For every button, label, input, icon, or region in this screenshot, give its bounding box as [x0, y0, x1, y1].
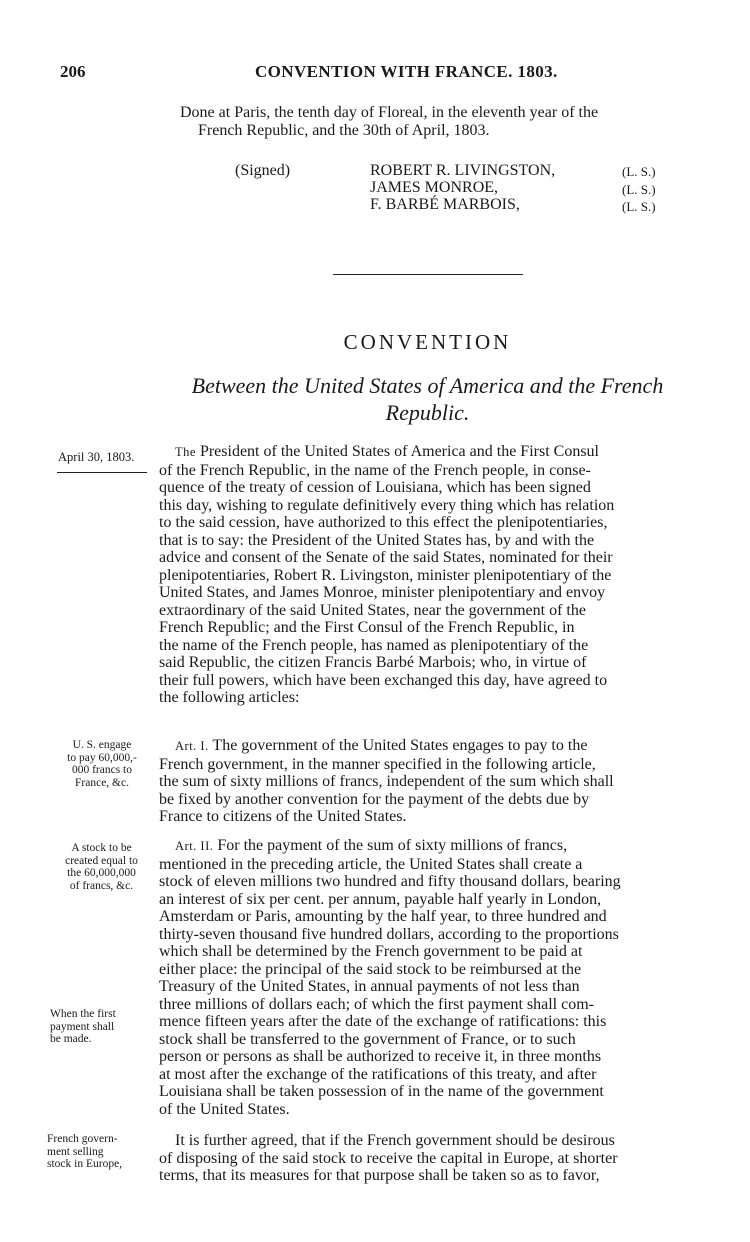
text-line: stock of eleven millions two hundred and fifty thousand dollars, bearing — [159, 873, 621, 890]
margin-note-line: French govern- — [47, 1133, 118, 1145]
signatory-name: ROBERT R. LIVINGSTON, — [370, 162, 556, 179]
text-line: stock shall be transferred to the government of France, or to such — [159, 1030, 576, 1048]
text-line: mentioned in the preceding article, the United States shall create a — [159, 855, 583, 873]
signatory-name: F. BARBÉ MARBOIS, — [370, 196, 520, 213]
text-line: extraordinary of the said United States, near the government of the — [159, 601, 586, 619]
text-line: be fixed by another convention for the payment of the debts due by — [159, 790, 590, 808]
text-line: an interest of six per cent. per annum, payable half yearly in London, — [159, 890, 602, 908]
margin-note-line: the 60,000,000 — [67, 867, 136, 879]
section-divider — [333, 274, 523, 275]
text-line: either place: the principal of the said stock to be reimbursed at the — [159, 960, 582, 978]
dating-line-2: French Republic, and the 30th of April, 1803. — [198, 121, 490, 139]
text-line: The President of the United States of America and the First Consul — [175, 443, 599, 460]
text-line: this day, wishing to regulate definitively every thing which has relation — [159, 496, 615, 514]
text-line: terms, that its measures for that purpose shall be taken so as to favor, — [159, 1167, 600, 1184]
signatory-name: JAMES MONROE, — [370, 179, 499, 196]
text-line: of the French Republic, in the name of the French people, in conse- — [159, 461, 591, 479]
text-line: at most after the exchange of the ratifications of this treaty, and after — [159, 1065, 597, 1083]
seal-mark: (L. S.) — [622, 181, 656, 197]
running-title: CONVENTION WITH FRANCE. 1803. — [255, 62, 558, 81]
margin-note-engage — [57, 739, 147, 789]
margin-note-line: of francs, &c. — [69, 879, 134, 892]
text-line: the sum of sixty millions of francs, independent of the sum which shall — [159, 773, 614, 790]
margin-date: April 30, 1803. — [58, 450, 135, 464]
article-1 — [159, 737, 694, 826]
margin-note-line: U. S. engage — [72, 739, 132, 751]
text-line: Louisiana shall be taken possession of in the name of the government — [159, 1083, 604, 1100]
margin-note-line: When the first — [50, 1008, 116, 1020]
signed-label: (Signed) — [235, 162, 291, 179]
text-line: three millions of dollars each; of which the first payment shall com- — [159, 995, 594, 1013]
text-line: It is further agreed, that if the French government should be desirous — [175, 1132, 615, 1149]
lead-word: The — [175, 445, 196, 459]
margin-note-stock — [55, 842, 148, 892]
subtitle-line-2: Republic. — [385, 400, 470, 425]
margin-note-line: A stock to be — [71, 842, 132, 854]
text-line: France to citizens of the United States. — [159, 808, 407, 825]
subtitle-line-1: Between the United States of America and the French — [191, 373, 664, 398]
article-2 — [159, 837, 694, 1118]
text-line: that is to say: the President of the United States has, by and with the — [159, 531, 595, 549]
convention-title: CONVENTION — [343, 330, 512, 354]
text-line: of the United States. — [159, 1100, 290, 1118]
margin-date-rule — [57, 472, 147, 473]
seal-marks — [622, 163, 656, 216]
running-header — [60, 62, 660, 86]
text-line: thirty-seven thousand five hundred dollars, according to the proportions — [159, 925, 619, 943]
margin-note-line: 000 francs to — [71, 764, 133, 776]
margin-note-first-payment — [50, 1008, 148, 1046]
dating-clause — [180, 104, 695, 139]
text-line: person or persons as shall be authorized to receive it, in three months — [159, 1048, 602, 1065]
text-line: said Republic, the citizen Francis Barbé Marbois; who, in virtue of — [159, 654, 587, 671]
article-2-continuation — [159, 1132, 694, 1185]
margin-note-line: stock in Europe, — [47, 1158, 123, 1170]
text-line: their full powers, which have been exchanged this day, have agreed to — [159, 671, 608, 689]
margin-note-selling-stock — [47, 1133, 147, 1171]
article-label: Art. I. — [175, 739, 209, 753]
margin-note-line: to pay 60,000,- — [67, 751, 137, 764]
article-label: Art. II. — [175, 839, 214, 853]
text-line: mence fifteen years after the date of the exchange of ratifications: this — [159, 1013, 607, 1030]
dating-line-1: Done at Paris, the tenth day of Floreal, in the eleventh year of the — [180, 104, 599, 121]
margin-note-line: created equal to — [65, 854, 138, 867]
text-line: advice and consent of the Senate of the said States, nominated for their — [159, 549, 613, 566]
margin-note-line: ment selling — [47, 1145, 104, 1158]
seal-mark: (L. S.) — [622, 164, 656, 179]
text-line: United States, and James Monroe, minister plenipotentiary and envoy — [159, 584, 606, 601]
convention-subtitle — [160, 372, 695, 426]
signatory-names — [370, 162, 555, 213]
margin-note-line: be made. — [50, 1033, 92, 1045]
text-line: quence of the treaty of cession of Louisiana, which has been signed — [159, 479, 591, 496]
text-line: of disposing of the said stock to receive the capital in Europe, at shorter — [159, 1149, 618, 1167]
text-line: plenipotentiaries, Robert R. Livingston, minister plenipotentiary of the — [159, 566, 612, 584]
text-line: which shall be determined by the French government to be paid at — [159, 943, 583, 960]
preamble-paragraph — [159, 443, 694, 707]
page-number: 206 — [60, 62, 86, 81]
text-line: French government, in the manner specified in the following article, — [159, 755, 596, 773]
text-line: Art. II. For the payment of the sum of sixty millions of francs, — [175, 837, 568, 854]
seal-mark: (L. S.) — [622, 199, 656, 214]
margin-note-line: payment shall — [50, 1020, 115, 1033]
margin-note-line: France, &c. — [75, 776, 129, 789]
text-line: to the said cession, have authorized to this effect the plenipotentiaries, — [159, 514, 608, 531]
text-line: the name of the French people, has named as plenipotentiary of the — [159, 636, 589, 654]
text-line: French Republic; and the First Consul of the French Republic, in — [159, 619, 575, 636]
text-line: Art. I. The government of the United States engages to pay to the — [175, 737, 588, 754]
text-line: Amsterdam or Paris, amounting by the half year, to three hundred and — [159, 908, 607, 925]
text-line: Treasury of the United States, in annual payments of not less than — [159, 978, 580, 995]
text-line: the following articles: — [159, 689, 300, 706]
